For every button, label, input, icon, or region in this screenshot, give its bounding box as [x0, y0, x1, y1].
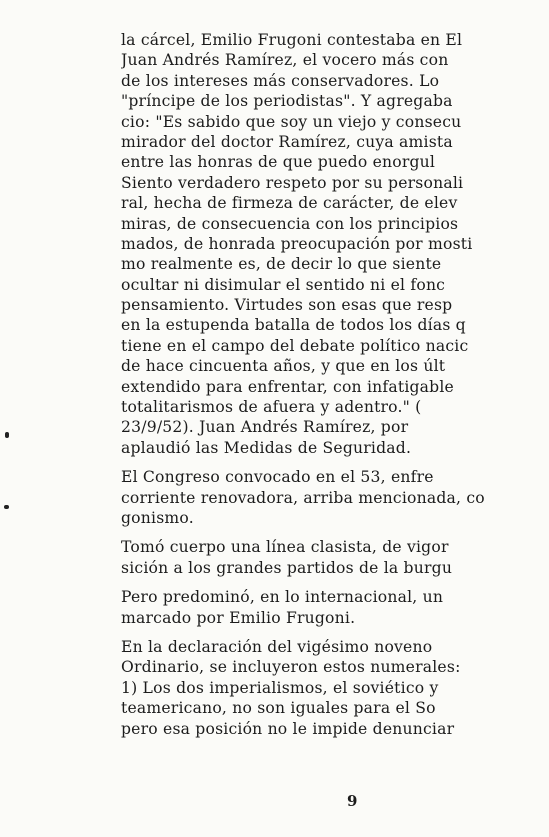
text-line: marcado por Emilio Frugoni. [121, 608, 356, 627]
text-line: "príncipe de los periodistas". Y agregaba [121, 92, 453, 111]
text-line: tiene en el campo del debate político nacic [121, 336, 469, 355]
text-line: cio: "Es sabido que soy un viejo y consecu [121, 112, 462, 131]
text-line: la cárcel, Emilio Frugoni contestaba en El [121, 31, 463, 49]
text-line: El Congreso convocado en el 53, enfre [121, 468, 434, 487]
text-line: totalitarismos de afuera y adentro." ( [121, 398, 422, 417]
text-line: miras, de consecuencia con los principios [121, 214, 459, 233]
text-line: mo realmente es, de decir lo que siente [121, 255, 442, 274]
text-line: en la estupenda batalla de todos los días q [121, 316, 466, 335]
paragraph-3 [121, 537, 549, 578]
text-line: Ordinario, se incluyeron estos numerales: [121, 658, 461, 677]
text-line: ral, hecha de firmeza de carácter, de elev [121, 194, 458, 213]
text-line: mados, de honrada preocupación por mosti [121, 234, 473, 253]
text-line: pensamiento. Virtudes son esas que resp [121, 296, 453, 315]
print-speck [4, 505, 9, 509]
text-line: corriente renovadora, arriba mencionada, co [121, 488, 485, 507]
page-number: 9 [347, 792, 358, 810]
text-line: sición a los grandes partidos de la burgu [121, 558, 453, 577]
text-line: 1) Los dos imperialismos, el soviético y [121, 678, 439, 697]
text-line: de los intereses más conservadores. Lo [121, 71, 440, 90]
text-line: ocultar ni disimular el sentido ni el fonc [121, 275, 446, 294]
paragraph-1 [121, 30, 549, 458]
paragraph-gap [121, 458, 549, 467]
text-line: gonismo. [121, 508, 194, 527]
paragraph-5 [121, 637, 549, 739]
paragraph-gap [121, 528, 549, 537]
text-line: pero esa posición no le impide denunciar [121, 719, 455, 738]
text-line: de hace cincuenta años, y que en los últ [121, 357, 446, 376]
text-line: Juan Andrés Ramírez, el vocero más con [121, 51, 449, 70]
text-line: En la declaración del vigésimo noveno [121, 637, 433, 656]
paragraph-2 [121, 467, 549, 528]
text-line: teamericano, no son iguales para el So [121, 699, 436, 718]
text-line: entre las honras de que puedo enorgul [121, 153, 436, 172]
text-line: 23/9/52). Juan Andrés Ramírez, por [121, 418, 409, 437]
text-line: Tomó cuerpo una línea clasista, de vigor [121, 538, 449, 557]
text-line: Siento verdadero respeto por su personali [121, 173, 464, 192]
text-line: extendido para enfrentar, con infatigable [121, 377, 454, 396]
text-line: aplaudió las Medidas de Seguridad. [121, 438, 412, 457]
paragraph-gap [121, 628, 549, 637]
text-line: Pero predominó, en lo internacional, un [121, 588, 444, 607]
print-speck [5, 432, 9, 438]
paragraph-gap [121, 578, 549, 587]
paragraph-4 [121, 587, 549, 628]
text-line: mirador del doctor Ramírez, cuya amista [121, 132, 453, 151]
body-text [121, 30, 549, 739]
